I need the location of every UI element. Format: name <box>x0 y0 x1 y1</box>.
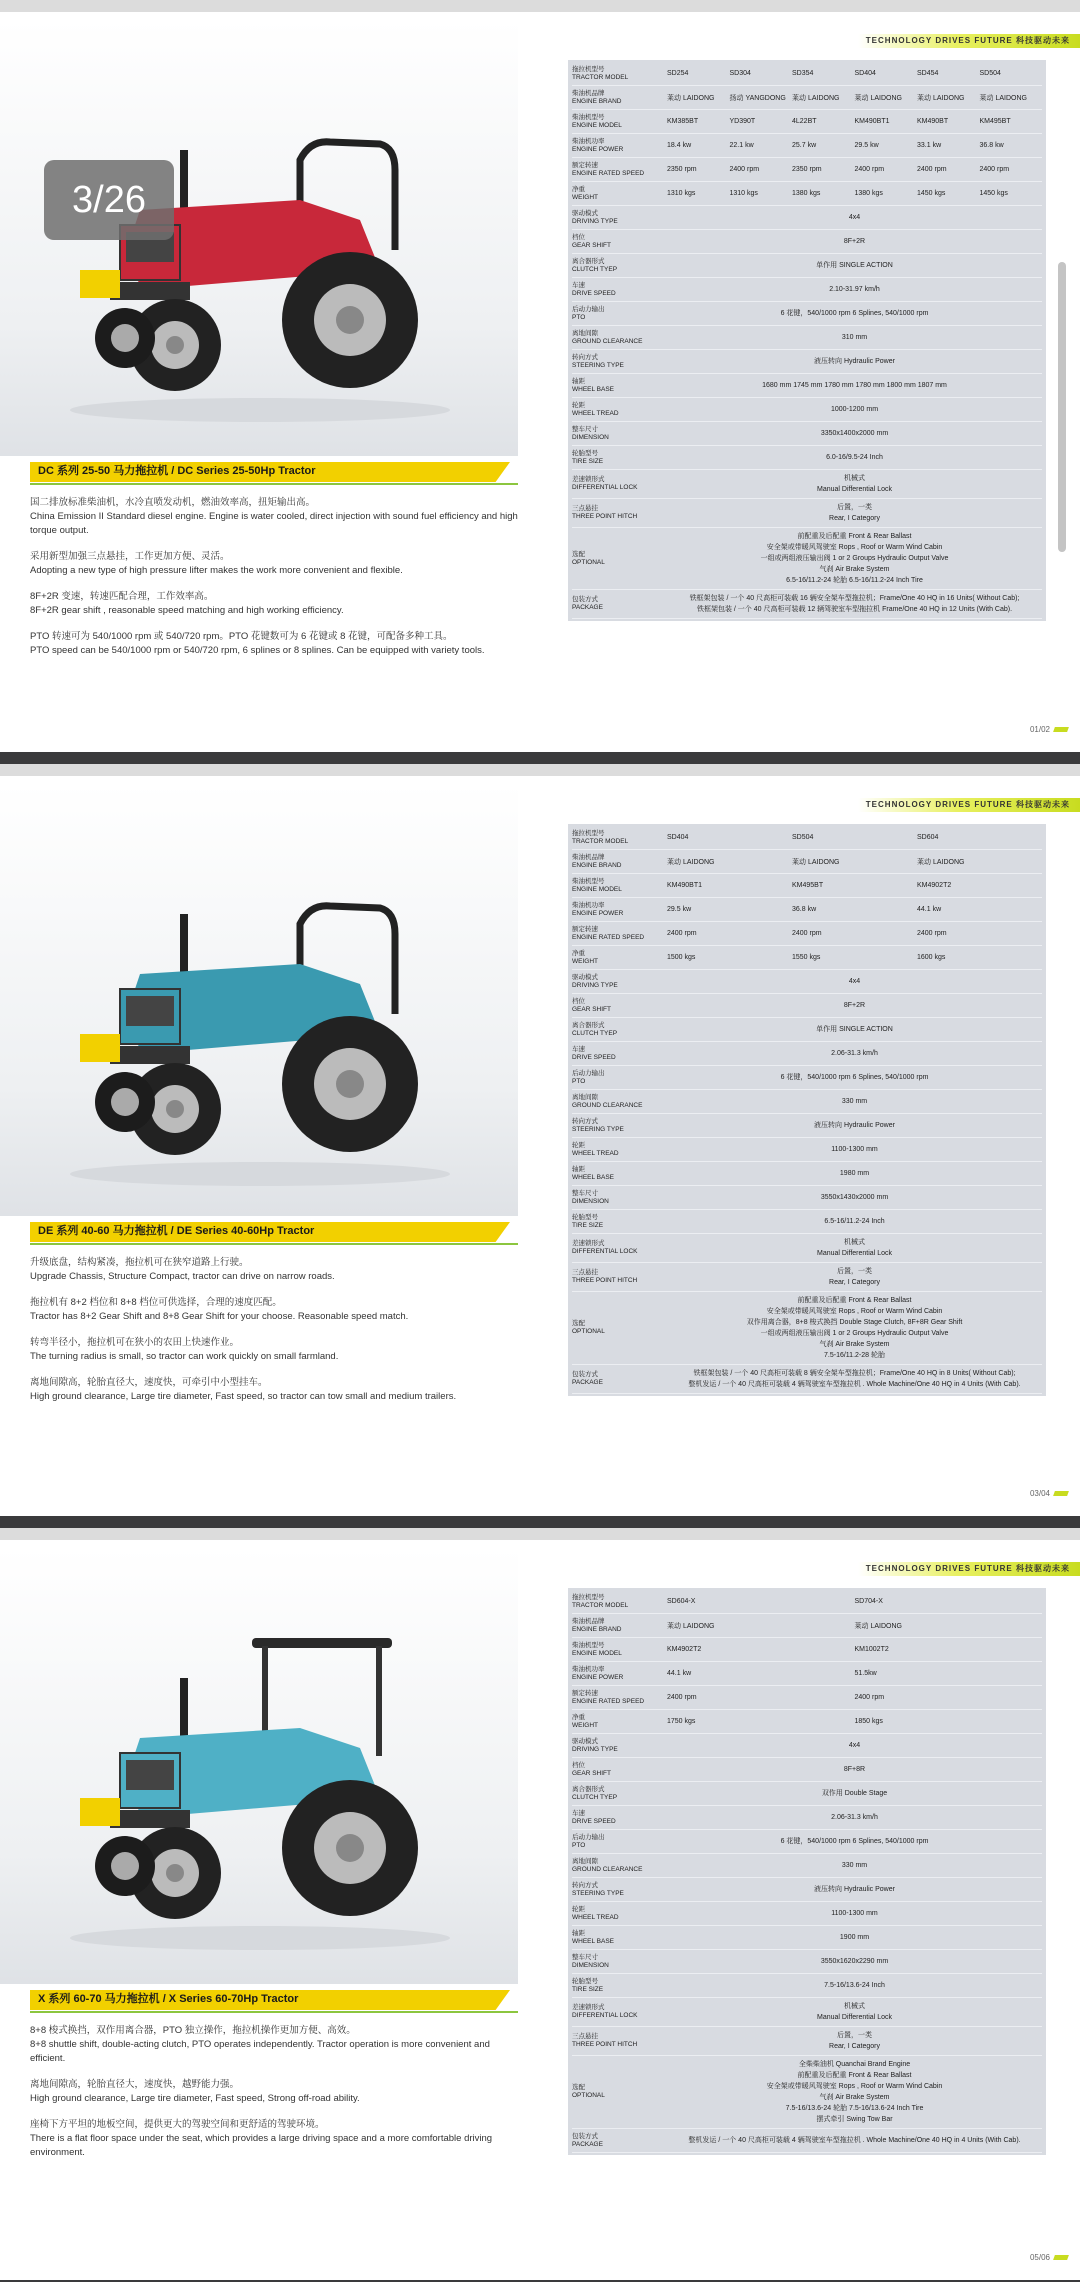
spec-label: 拖拉机型号 TRACTOR MODEL <box>572 65 629 81</box>
spec-row <box>572 1614 1042 1638</box>
spec-cell: SD304 <box>729 70 751 77</box>
spec-label: 离合器形式 CLUTCH TYEP <box>572 1785 618 1801</box>
description-paragraph: 离地间隙高，轮胎直径大，速度快，越野能力强。 High ground clearance, Large tire diameter, Fast speed, Strong off-road ability. <box>30 2079 360 2104</box>
spec-value: 液压转向 Hydraulic Power <box>814 1886 895 1893</box>
spec-cell: KM4902T2 <box>667 1646 702 1653</box>
spec-label: 柴油机型号 ENGINE MODEL <box>572 1641 622 1657</box>
spec-value: 6 花键，540/1000 rpm 6 Splines, 540/1000 rpm <box>780 310 929 317</box>
spec-row <box>572 874 1042 898</box>
spec-row <box>572 2056 1042 2129</box>
spec-value: 机械式 Manual Differential Lock <box>817 1239 892 1257</box>
spec-row <box>572 110 1042 134</box>
spec-values <box>667 142 1042 149</box>
spec-label: 差速锁形式 DIFFERENTIAL LOCK <box>572 2004 638 2019</box>
spec-cell: KM1002T2 <box>854 1646 889 1653</box>
spec-value: 1900 mm <box>839 1934 870 1941</box>
spec-values <box>667 930 1042 937</box>
spec-cell: 2400 rpm <box>854 166 885 173</box>
spec-cell: 莱动 LAIDONG <box>667 1622 715 1630</box>
spec-label: 驱动模式 DRIVING TYPE <box>572 209 618 225</box>
spec-cell: SD354 <box>792 70 814 77</box>
spec-cell: 莱动 LAIDONG <box>792 858 840 866</box>
spec-cell: KM490BT <box>917 118 949 125</box>
spec-values <box>667 1670 1042 1677</box>
spec-cell: 36.8 kw <box>979 142 1004 149</box>
spec-row <box>572 1662 1042 1686</box>
spec-value: 全柴柴油机 Quanchai Brand Engine 前配重及后配重 Front & Rear Ballast 安全架或带暖风驾驶室 Rops , Roof or Warm Wind Cabin 气刹 Air Brake System 7.5-16/13.6-24 轮胎 7.5-16/13.6-24 Inch Tire 摆式牵引 Swing Tow Bar <box>766 2061 943 2123</box>
series-title: DC 系列 25-50 马力拖拉机 / DC Series 25-50Hp Tractor <box>30 462 510 482</box>
spec-value: 4x4 <box>848 1742 861 1749</box>
spec-cell: 36.8 kw <box>792 906 817 913</box>
spec-row <box>572 2129 1042 2153</box>
spec-cell: SD254 <box>667 70 689 77</box>
spec-values <box>667 857 1042 867</box>
spec-label: 三点悬挂 THREE POINT HITCH <box>572 505 638 520</box>
spec-row <box>572 1234 1042 1263</box>
spec-value: 8F+2R <box>843 1002 866 1009</box>
spec-label: 柴油机功率 ENGINE POWER <box>572 1665 624 1681</box>
spec-value: 后置，一类 Rear, I Category <box>829 2032 880 2050</box>
spec-values <box>667 166 1042 173</box>
spec-label: 离地间隙 GROUND CLEARANCE <box>572 1093 643 1109</box>
spec-row <box>572 994 1042 1018</box>
spec-row <box>572 850 1042 874</box>
spec-label: 转向方式 STEERING TYPE <box>572 1881 624 1897</box>
spec-row <box>572 1878 1042 1902</box>
spec-value: 机械式 Manual Differential Lock <box>817 475 892 493</box>
spec-label: 柴油机功率 ENGINE POWER <box>572 137 624 153</box>
spec-value: 后置，一类 Rear, I Category <box>829 504 880 522</box>
spec-label: 离地间隙 GROUND CLEARANCE <box>572 1857 643 1873</box>
spec-label: 离合器形式 CLUTCH TYEP <box>572 257 618 273</box>
spec-row <box>572 278 1042 302</box>
spec-cell: 1310 kgs <box>667 190 696 197</box>
spec-cell: 29.5 kw <box>667 906 692 913</box>
spec-label: 档位 GEAR SHIFT <box>572 233 612 249</box>
spec-row <box>572 182 1042 206</box>
spec-row <box>572 1018 1042 1042</box>
spec-label: 净重 WEIGHT <box>572 1713 598 1729</box>
series-description <box>30 496 520 670</box>
spec-label: 车速 DRIVE SPEED <box>572 1045 616 1061</box>
spec-value: 330 mm <box>841 1098 868 1105</box>
spec-values <box>667 882 1042 889</box>
description-paragraph: 离地间隙高，轮胎直径大，速度快，可牵引中小型挂车。 High ground clearance, Large tire diameter, Fast speed, so tractor can tow small and medium trailers. <box>30 1377 457 1402</box>
spec-value: 整机发运 / 一个 40 尺高柜可装载 4 辆驾驶室车型拖拉机 . Whole Machine/One 40 HQ in 4 Units (With Cab). <box>688 2137 1021 2144</box>
spec-label: 档位 GEAR SHIFT <box>572 1761 612 1777</box>
spec-label: 后动力输出 PTO <box>572 1833 605 1849</box>
spec-cell: 51.5kw <box>854 1670 877 1677</box>
spec-row <box>572 230 1042 254</box>
spec-cell: 2400 rpm <box>729 166 760 173</box>
spec-table <box>568 1588 1046 2155</box>
spec-cell: 1500 kgs <box>667 954 696 961</box>
spec-label: 转向方式 STEERING TYPE <box>572 353 624 369</box>
spec-cell: 2400 rpm <box>979 166 1010 173</box>
spec-row <box>572 922 1042 946</box>
spec-table <box>568 60 1046 621</box>
spec-values <box>667 190 1042 197</box>
spec-cell: 2350 rpm <box>792 166 822 173</box>
tractor-photo <box>0 784 518 1216</box>
spec-value: 2.10-31.97 km/h <box>829 286 880 293</box>
catalog-page <box>0 1528 1080 2280</box>
spec-value: 6.0-16/9.5-24 Inch <box>826 454 883 461</box>
spec-cell: KM490BT1 <box>854 118 890 125</box>
spec-row <box>572 826 1042 850</box>
spec-label: 柴油机品牌 ENGINE BRAND <box>572 1617 622 1633</box>
spec-cell: 2400 rpm <box>917 166 947 173</box>
spec-cell: 莱动 LAIDONG <box>854 1622 902 1630</box>
spec-values <box>667 93 1042 103</box>
spec-label: 驱动模式 DRIVING TYPE <box>572 1737 618 1753</box>
description-paragraph: 座椅下方平坦的地板空间，提供更大的驾驶空间和更舒适的驾驶环境。 There is a flat floor space under the seat, which provides a large driving space and a more comfortable driving environment. <box>30 2119 493 2158</box>
spec-cell: SD404 <box>667 834 689 841</box>
spec-values <box>667 906 1042 913</box>
spec-values <box>667 1694 1042 1701</box>
spec-value: 6 花键，540/1000 rpm 6 Splines, 540/1000 rpm <box>780 1074 929 1081</box>
page-top-bar <box>0 0 1080 12</box>
page-top-bar <box>0 764 1080 776</box>
spec-row <box>572 1114 1042 1138</box>
spec-cell: 1450 kgs <box>917 190 946 197</box>
spec-label: 净重 WEIGHT <box>572 185 598 201</box>
spec-cell: 22.1 kw <box>729 142 754 149</box>
spec-label: 车速 DRIVE SPEED <box>572 281 616 297</box>
spec-row <box>572 1138 1042 1162</box>
tagline: TECHNOLOGY DRIVES FUTURE 科技驱动未来 <box>858 798 1080 812</box>
spec-values <box>667 70 1042 77</box>
spec-label: 选配 OPTIONAL <box>572 2084 605 2099</box>
spec-value: 330 mm <box>841 1862 868 1869</box>
spec-value: 前配重及后配重 Front & Rear Ballast 安全架或带暖风驾驶室 Rops , Roof or Warm Wind Cabin 双作用离合器，8+8 梭式换挡 Double Stage Clutch, 8F+8R Gear Shift 一组或两组液压输出阀 1 or 2 Groups Hydraulic Output Valve 气刹 Air Brake System 7.5-16/11.2-28 轮胎 <box>746 1297 963 1359</box>
spec-cell: 1380 kgs <box>792 190 821 197</box>
spec-row <box>572 499 1042 528</box>
spec-value: 1100-1300 mm <box>831 1146 878 1153</box>
spec-cell: YD390T <box>729 118 756 125</box>
spec-value: 1680 mm 1745 mm 1780 mm 1780 mm 1800 mm 1807 mm <box>762 382 947 389</box>
spec-cell: KM4902T2 <box>917 882 952 889</box>
spec-label: 轮胎型号 TIRE SIZE <box>572 1977 604 1993</box>
spec-label: 拖拉机型号 TRACTOR MODEL <box>572 1593 629 1609</box>
spec-label: 档位 GEAR SHIFT <box>572 997 612 1013</box>
spec-cell: 44.1 kw <box>667 1670 692 1677</box>
spec-cell: SD504 <box>979 70 1001 77</box>
spec-cell: 莱动 LAIDONG <box>667 94 715 102</box>
spec-row <box>572 1710 1042 1734</box>
spec-cell: 莱动 LAIDONG <box>917 858 965 866</box>
spec-cell: 1450 kgs <box>979 190 1008 197</box>
spec-row <box>572 1365 1042 1394</box>
spec-value: 310 mm <box>841 334 868 341</box>
spec-value: 液压转向 Hydraulic Power <box>814 1122 895 1129</box>
catalog-page <box>0 0 1080 752</box>
spec-row <box>572 398 1042 422</box>
spec-label: 差速锁形式 DIFFERENTIAL LOCK <box>572 1240 638 1255</box>
spec-row <box>572 898 1042 922</box>
spec-cell: SD504 <box>792 834 814 841</box>
spec-label: 离地间隙 GROUND CLEARANCE <box>572 329 643 345</box>
spec-label: 柴油机品牌 ENGINE BRAND <box>572 853 622 869</box>
spec-row <box>572 254 1042 278</box>
spec-cell: 29.5 kw <box>854 142 879 149</box>
spec-label: 选配 OPTIONAL <box>572 1320 605 1335</box>
spec-row <box>572 1734 1042 1758</box>
tagline: TECHNOLOGY DRIVES FUTURE 科技驱动未来 <box>858 34 1080 48</box>
spec-row <box>572 590 1042 619</box>
spec-value: 2.06-31.3 km/h <box>831 1050 878 1057</box>
tractor-photo <box>0 1548 518 1984</box>
spec-row <box>572 1830 1042 1854</box>
spec-row <box>572 206 1042 230</box>
spec-row <box>572 302 1042 326</box>
spec-row <box>572 1974 1042 1998</box>
spec-label: 差速锁形式 DIFFERENTIAL LOCK <box>572 476 638 491</box>
spec-label: 额定转速 ENGINE RATED SPEED <box>572 925 645 941</box>
spec-values <box>667 1646 1042 1653</box>
spec-label: 轮胎型号 TIRE SIZE <box>572 1213 604 1229</box>
spec-row <box>572 1686 1042 1710</box>
spec-label: 整车尺寸 DIMENSION <box>572 425 609 441</box>
spec-cell: 4L22BT <box>792 118 817 125</box>
spec-value: 1000-1200 mm <box>830 406 879 413</box>
spec-row <box>572 374 1042 398</box>
page-top-bar <box>0 1528 1080 1540</box>
spec-value: 3550x1430x2000 mm <box>820 1194 889 1201</box>
spec-cell: 扬动 YANGDONG <box>729 94 786 102</box>
spec-label: 轴距 WHEEL BASE <box>572 1165 615 1181</box>
spec-row <box>572 86 1042 110</box>
spec-cell: 1380 kgs <box>854 190 883 197</box>
spec-value: 3350x1400x2000 mm <box>820 430 889 437</box>
spec-row <box>572 1998 1042 2027</box>
spec-value: 8F+8R <box>843 1766 866 1773</box>
spec-cell: 2400 rpm <box>667 1694 697 1701</box>
spec-label: 包装方式 PACKAGE <box>572 2132 603 2148</box>
spec-cell: SD454 <box>917 70 939 77</box>
catalog-page <box>0 764 1080 1516</box>
page-number: 05/06 <box>1030 2253 1068 2262</box>
spec-row <box>572 1590 1042 1614</box>
spec-values <box>667 834 1042 841</box>
spec-value: 4x4 <box>848 978 861 985</box>
spec-cell: 2400 rpm <box>792 930 822 937</box>
spec-row <box>572 1950 1042 1974</box>
spec-row <box>572 422 1042 446</box>
spec-label: 车速 DRIVE SPEED <box>572 1809 616 1825</box>
spec-row <box>572 446 1042 470</box>
spec-label: 轮胎型号 TIRE SIZE <box>572 449 604 465</box>
spec-label: 整车尺寸 DIMENSION <box>572 1189 609 1205</box>
spec-row <box>572 1186 1042 1210</box>
spec-row <box>572 1292 1042 1365</box>
spec-cell: 2350 rpm <box>667 166 697 173</box>
spec-row <box>572 2027 1042 2056</box>
description-paragraph: 升级底盘，结构紧凑，拖拉机可在狭窄道路上行驶。 Upgrade Chassis, Structure Compact, tractor can drive on narrow roads. <box>30 1257 335 1282</box>
spec-row <box>572 1806 1042 1830</box>
spec-row <box>572 1638 1042 1662</box>
description-paragraph: 8F+2R 变速，转速匹配合理，工作效率高。 8F+2R gear shift , reasonable speed matching and high working efficiency. <box>30 591 344 616</box>
spec-cell: 18.4 kw <box>667 142 692 149</box>
spec-value: 铁框架包装 / 一个 40 尺高柜可装载 16 辆安全架车型拖拉机；Frame/One 40 HQ in 16 Units( Without Cab); 铁框架包装 / 一个 40 尺高柜可装载 12 辆驾驶室车型拖拉机 Frame/One 40 HQ in 12 Units (With Cab). <box>689 595 1020 613</box>
spec-cell: SD704-X <box>854 1598 883 1605</box>
spec-value: 1100-1300 mm <box>831 1910 878 1917</box>
spec-row <box>572 1042 1042 1066</box>
spec-values <box>667 118 1042 125</box>
spec-cell: 33.1 kw <box>917 142 942 149</box>
spec-cell: KM490BT1 <box>667 882 703 889</box>
spec-value: 后置，一类 Rear, I Category <box>829 1268 880 1286</box>
description-paragraph: PTO 转速可为 540/1000 rpm 或 540/720 rpm。PTO 花键数可为 6 花键或 8 花键，可配备多种工具。 PTO speed can be 540/1000 rpm or 540/720 rpm, 6 splines or 8 splines. Can be equipped with variety tools. <box>30 631 485 656</box>
spec-row <box>572 1263 1042 1292</box>
spec-label: 后动力输出 PTO <box>572 305 605 321</box>
spec-value: 6 花键，540/1000 rpm 6 Splines, 540/1000 rpm <box>780 1838 929 1845</box>
description-paragraph: 8+8 梭式换挡，双作用离合器，PTO 独立操作，拖拉机操作更加方便、高效。 8+8 shuttle shift, double-acting clutch, PTO operates independently. Tractor operation is more convenient and efficient. <box>30 2025 490 2064</box>
spec-values <box>667 1598 1042 1605</box>
scrollbar[interactable] <box>1058 262 1066 552</box>
spec-cell: KM495BT <box>979 118 1011 125</box>
spec-row <box>572 1854 1042 1878</box>
spec-value: 1980 mm <box>839 1170 870 1177</box>
spec-value: 铁框架包装 / 一个 40 尺高柜可装载 8 辆安全架车型拖拉机；Frame/One 40 HQ in 8 Units( Without Cab); 整机发运 / 一个 40 尺高柜可装载 4 辆驾驶室车型拖拉机 . Whole Machine/One 40 HQ in 4 Units (With Cab). <box>688 1370 1021 1388</box>
spec-label: 包装方式 PACKAGE <box>572 1371 603 1386</box>
spec-label: 包装方式 PACKAGE <box>572 596 603 611</box>
spec-row <box>572 1902 1042 1926</box>
spec-row <box>572 158 1042 182</box>
series-title: X 系列 60-70 马力拖拉机 / X Series 60-70Hp Tractor <box>30 1990 510 2010</box>
spec-label: 选配 OPTIONAL <box>572 550 605 566</box>
spec-label: 轮距 WHEEL TREAD <box>572 401 619 417</box>
spec-row <box>572 470 1042 499</box>
spec-cell: 1600 kgs <box>917 954 946 961</box>
spec-label: 柴油机品牌 ENGINE BRAND <box>572 89 622 105</box>
spec-label: 驱动模式 DRIVING TYPE <box>572 973 618 989</box>
spec-value: 前配重及后配重 Front & Rear Ballast 安全架或带暖风驾驶室 Rops , Roof or Warm Wind Cabin 一组或两组液压输出阀 1 or 2 Groups Hydraulic Output Valve 气刹 Air Brake System 6.5-16/11.2-24 轮胎 6.5-16/11.2-24 Inch Tire <box>760 533 949 584</box>
description-paragraph: 拖拉机有 8+2 档位和 8+8 档位可供选择，合理的速度匹配。 Tractor has 8+2 Gear Shift and 8+8 Gear Shift for your choose. Reasonable speed match. <box>30 1297 409 1322</box>
spec-value: 6.5-16/11.2-24 Inch <box>824 1218 885 1225</box>
description-paragraph: 转弯半径小，拖拉机可在狭小的农田上快速作业。 The turning radius is small, so tractor can work quickly on small farmland. <box>30 1337 339 1362</box>
spec-row <box>572 970 1042 994</box>
spec-value: 7.5-16/13.6-24 Inch <box>824 1982 885 1989</box>
description-paragraph: 采用新型加强三点悬挂，工作更加方便、灵活。 Adopting a new type of high pressure lifter makes the work more convenient and flexible. <box>30 551 403 576</box>
spec-cell: 莱动 LAIDONG <box>979 94 1027 102</box>
spec-label: 柴油机型号 ENGINE MODEL <box>572 877 622 893</box>
page-number: 01/02 <box>1030 725 1068 734</box>
spec-cell: 44.1 kw <box>917 906 942 913</box>
spec-cell: SD404 <box>854 70 876 77</box>
description-paragraph: 国二排放标准柴油机，水冷直喷发动机，燃油效率高，扭矩输出高。 China Emission II Standard diesel engine. Engine is water cooled, direct injection with sound fuel efficiency and high torque output. <box>30 497 518 536</box>
spec-cell: 1850 kgs <box>854 1718 883 1725</box>
spec-row <box>572 134 1042 158</box>
spec-value: 双作用 Double Stage <box>821 1790 888 1797</box>
spec-row <box>572 62 1042 86</box>
spec-value: 4x4 <box>848 214 861 221</box>
spec-label: 轮距 WHEEL TREAD <box>572 1905 619 1921</box>
spec-row <box>572 1162 1042 1186</box>
spec-cell: 2400 rpm <box>667 930 697 937</box>
spec-cell: 2400 rpm <box>917 930 947 937</box>
spec-value: 液压转向 Hydraulic Power <box>814 358 895 365</box>
spec-row <box>572 1090 1042 1114</box>
spec-row <box>572 350 1042 374</box>
spec-row <box>572 1782 1042 1806</box>
spec-row <box>572 528 1042 590</box>
image-counter: 3/26 <box>44 160 174 240</box>
spec-cell: SD604-X <box>667 1598 696 1605</box>
spec-table <box>568 824 1046 1396</box>
series-description <box>30 1256 520 1416</box>
spec-values <box>667 954 1042 961</box>
spec-cell: SD604 <box>917 834 939 841</box>
spec-label: 三点悬挂 THREE POINT HITCH <box>572 2033 638 2048</box>
spec-label: 拖拉机型号 TRACTOR MODEL <box>572 829 629 845</box>
spec-label: 轴距 WHEEL BASE <box>572 1929 615 1945</box>
spec-value: 机械式 Manual Differential Lock <box>817 2003 892 2021</box>
spec-label: 轴距 WHEEL BASE <box>572 377 615 393</box>
spec-values <box>667 1718 1042 1725</box>
spec-row <box>572 1210 1042 1234</box>
spec-label: 转向方式 STEERING TYPE <box>572 1117 624 1133</box>
spec-label: 整车尺寸 DIMENSION <box>572 1953 609 1969</box>
spec-cell: 1550 kgs <box>792 954 821 961</box>
spec-label: 轮距 WHEEL TREAD <box>572 1141 619 1157</box>
spec-label: 额定转速 ENGINE RATED SPEED <box>572 161 645 177</box>
spec-row <box>572 1758 1042 1782</box>
spec-value: 3550x1620x2290 mm <box>820 1958 889 1965</box>
spec-row <box>572 1926 1042 1950</box>
spec-label: 额定转速 ENGINE RATED SPEED <box>572 1689 645 1705</box>
spec-label: 三点悬挂 THREE POINT HITCH <box>572 1269 638 1284</box>
page-number: 03/04 <box>1030 1489 1068 1498</box>
spec-value: 2.06-31.3 km/h <box>831 1814 878 1821</box>
spec-cell: 1750 kgs <box>667 1718 696 1725</box>
spec-cell: 莱动 LAIDONG <box>792 94 840 102</box>
spec-cell: 2400 rpm <box>854 1694 885 1701</box>
spec-value: 单作用 SINGLE ACTION <box>816 262 893 269</box>
spec-row <box>572 1066 1042 1090</box>
spec-label: 离合器形式 CLUTCH TYEP <box>572 1021 618 1037</box>
spec-cell: 1310 kgs <box>729 190 758 197</box>
spec-row <box>572 326 1042 350</box>
series-description <box>30 2024 520 2172</box>
spec-cell: KM385BT <box>667 118 699 125</box>
spec-label: 净重 WEIGHT <box>572 949 598 965</box>
spec-label: 后动力输出 PTO <box>572 1069 605 1085</box>
spec-values <box>667 1621 1042 1631</box>
spec-cell: 莱动 LAIDONG <box>667 858 715 866</box>
spec-row <box>572 946 1042 970</box>
spec-label: 柴油机功率 ENGINE POWER <box>572 901 624 917</box>
spec-cell: 莱动 LAIDONG <box>854 94 902 102</box>
tagline: TECHNOLOGY DRIVES FUTURE 科技驱动未来 <box>858 1562 1080 1576</box>
spec-cell: 25.7 kw <box>792 142 817 149</box>
spec-label: 柴油机型号 ENGINE MODEL <box>572 113 622 129</box>
spec-cell: KM495BT <box>792 882 824 889</box>
spec-cell: 莱动 LAIDONG <box>917 94 965 102</box>
spec-value: 8F+2R <box>843 238 866 245</box>
spec-value: 单作用 SINGLE ACTION <box>816 1026 893 1033</box>
series-title: DE 系列 40-60 马力拖拉机 / DE Series 40-60Hp Tractor <box>30 1222 510 1242</box>
